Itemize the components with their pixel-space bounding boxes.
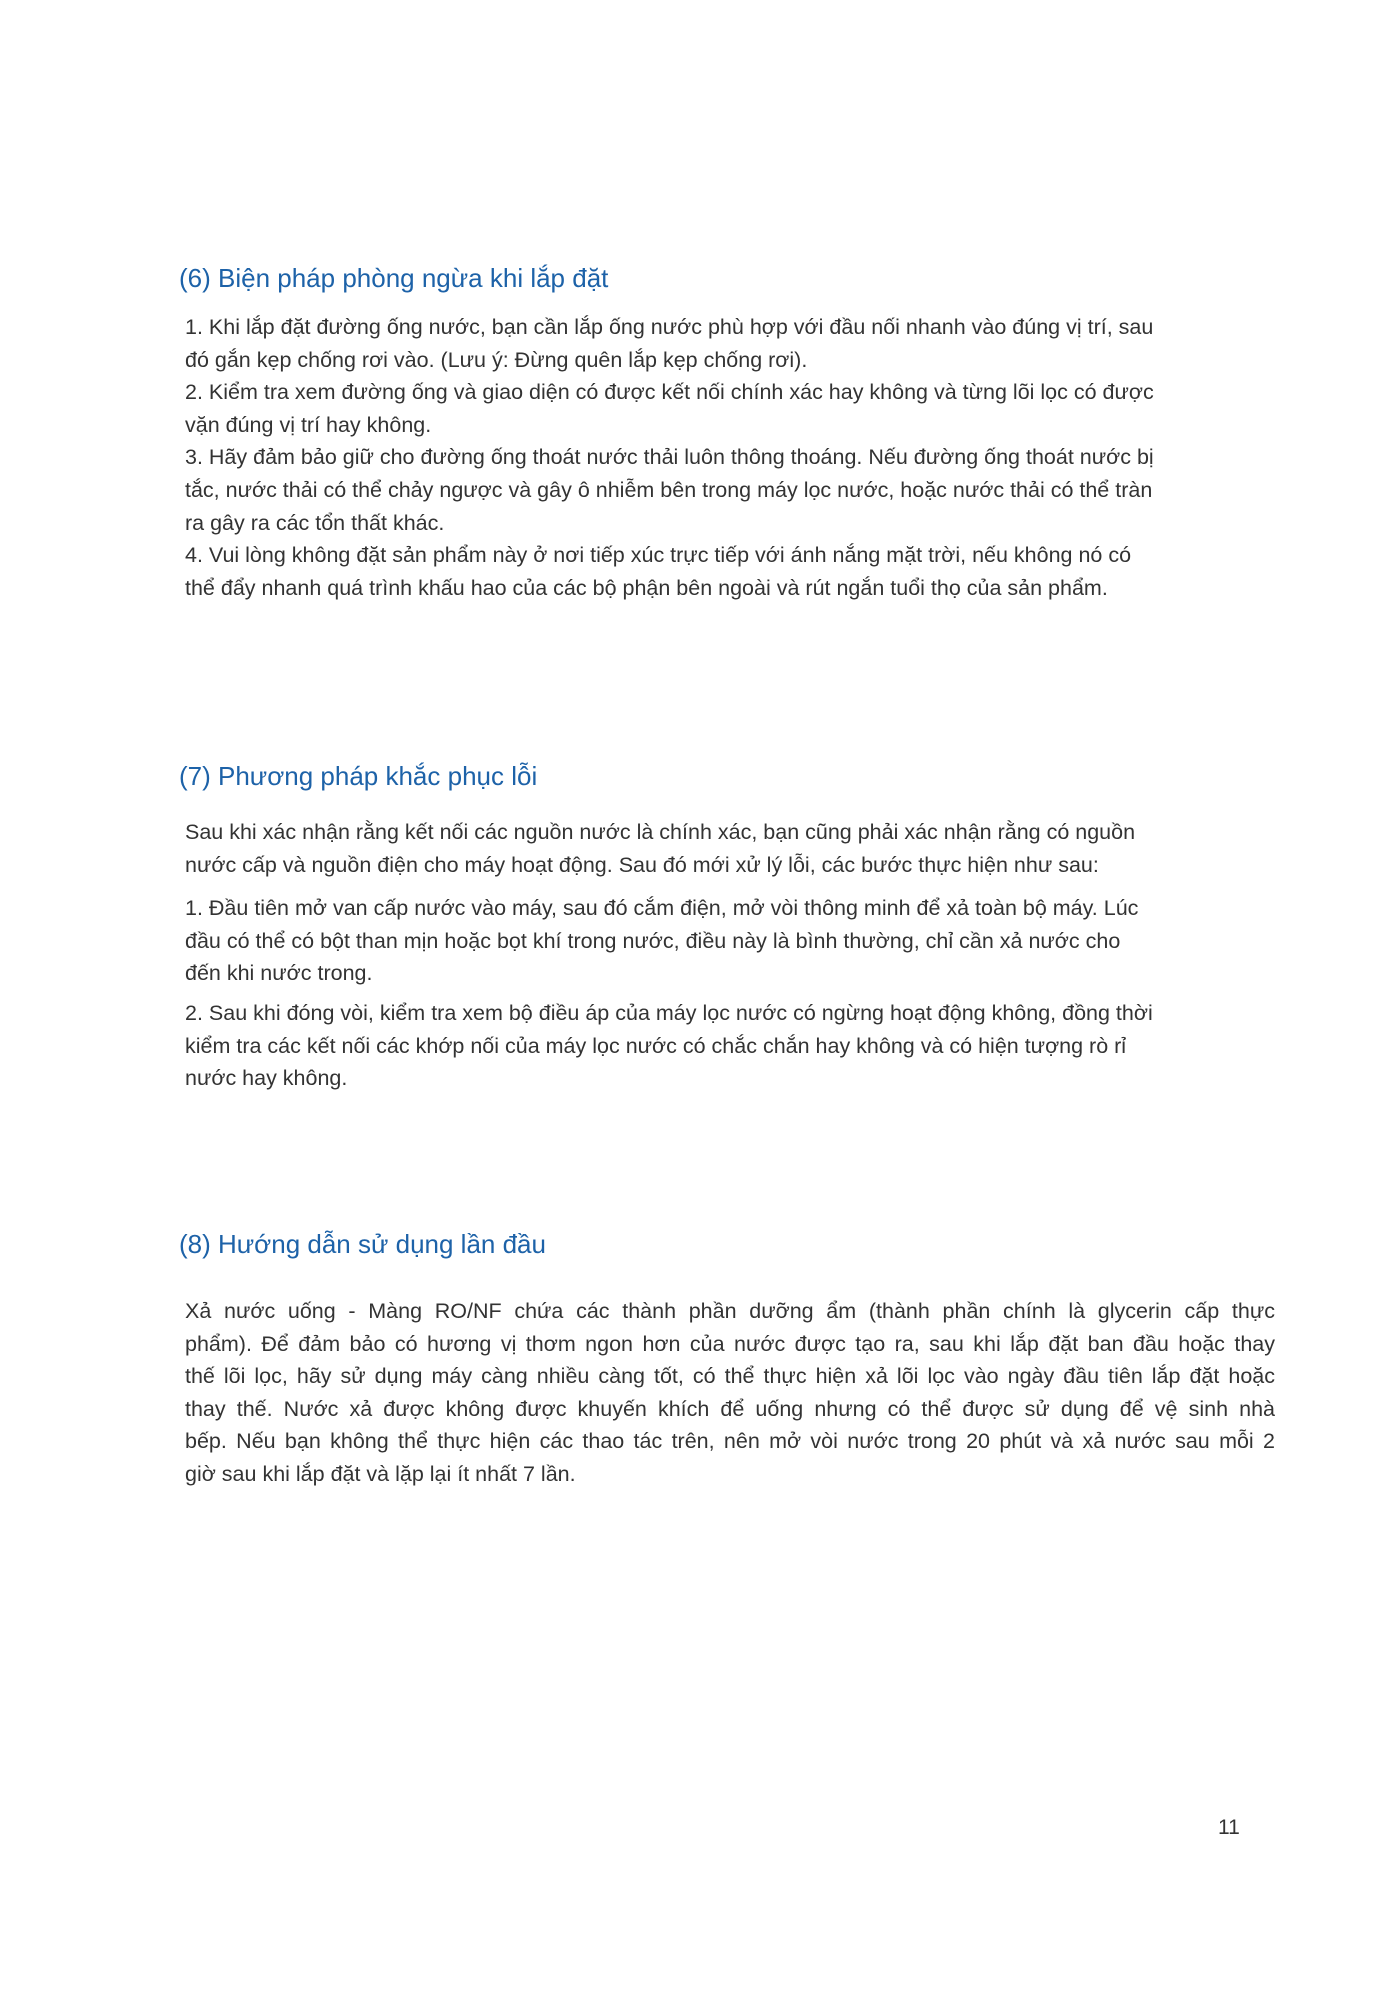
text-line: vặn đúng vị trí hay không. [185, 412, 432, 437]
text-line: 2. Kiểm tra xem đường ống và giao diện có được kết nối chính xác hay không và từng lõi lọc có được [185, 380, 1154, 405]
text-line: thể đẩy nhanh quá trình khấu hao của các bộ phận bên ngoài và rút ngắn tuổi thọ của sản phẩm. [185, 575, 1108, 600]
text-line: đến khi nước trong. [185, 961, 373, 986]
text-line: nước hay không. [185, 1066, 348, 1091]
section-8-paragraph [185, 1295, 1275, 1491]
text-line: 2. Sau khi đóng vòi, kiểm tra xem bộ điều áp của máy lọc nước có ngừng hoạt động không, đồng thời [185, 1001, 1153, 1025]
text-line: 3. Hãy đảm bảo giữ cho đường ống thoát nước thải luôn thông thoáng. Nếu đường ống thoát nước bị [185, 445, 1154, 470]
text-line: kiểm tra các kết nối các khớp nối của máy lọc nước có chắc chắn hay không và có hiện tượng rò rỉ [185, 1033, 1127, 1058]
text-line: đầu có thể có bột than mịn hoặc bọt khí trong nước, điều này là bình thường, chỉ cần xả nước cho [185, 928, 1121, 953]
section-heading-8: (8) Hướng dẫn sử dụng lần đầu [179, 1229, 546, 1259]
text-line: nước cấp và nguồn điện cho máy hoạt động. Sau đó mới xử lý lỗi, các bước thực hiện như sau: [185, 852, 1099, 877]
section-heading-7: (7) Phương pháp khắc phục lỗi [179, 761, 538, 791]
text-line: ra gây ra các tổn thất khác. [185, 510, 445, 535]
text-line: 1. Khi lắp đặt đường ống nước, bạn cần lắp ống nước phù hợp với đầu nối nhanh vào đúng vị trí, sau [185, 315, 1154, 339]
text-line: thế lõi lọc, hãy sử dụng máy càng nhiều càng tốt, có thể thực hiện xả lõi lọc vào ngày đầu tiên lắp đặt hoặc [185, 1364, 1275, 1389]
text-line: giờ sau khi lắp đặt và lặp lại ít nhất 7 lần. [185, 1461, 576, 1486]
text-line: bếp. Nếu bạn không thể thực hiện các thao tác trên, nên mở vòi nước trong 20 phút và xả nước sau mỗi 2 [185, 1429, 1275, 1454]
section-7-paragraph-intro [185, 816, 1135, 881]
text-line: thay thế. Nước xả được không được khuyến khích để uống nhưng có thể được sử dụng để vệ sinh nhà [185, 1396, 1275, 1421]
text-line: Xả nước uống - Màng RO/NF chứa các thành phần dưỡng ẩm (thành phần chính là glycerin cấp thực [185, 1299, 1275, 1323]
section-7-paragraph-step-1 [185, 892, 1138, 990]
text-line: đó gắn kẹp chống rơi vào. (Lưu ý: Đừng quên lắp kẹp chống rơi). [185, 347, 808, 372]
section-6-paragraph [185, 311, 1154, 604]
text-line: Sau khi xác nhận rằng kết nối các nguồn nước là chính xác, bạn cũng phải xác nhận rằng có nguồn [185, 820, 1136, 844]
text-line: phẩm). Để đảm bảo có hương vị thơm ngon hơn của nước được tạo ra, sau khi lắp đặt ban đầu hoặc thay [185, 1331, 1275, 1356]
text-line: 4. Vui lòng không đặt sản phẩm này ở nơi tiếp xúc trực tiếp với ánh nắng mặt trời, nếu không nó có [185, 543, 1132, 568]
text-line: 1. Đầu tiên mở van cấp nước vào máy, sau đó cắm điện, mở vòi thông minh để xả toàn bộ máy. Lúc [185, 896, 1139, 920]
text-line: tắc, nước thải có thể chảy ngược và gây ô nhiễm bên trong máy lọc nước, hoặc nước thải có thể tràn [185, 477, 1153, 502]
section-7-paragraph-step-2 [185, 997, 1153, 1095]
section-heading-6: (6) Biện pháp phòng ngừa khi lắp đặt [179, 263, 609, 293]
page-number: 11 [1218, 1816, 1240, 1839]
